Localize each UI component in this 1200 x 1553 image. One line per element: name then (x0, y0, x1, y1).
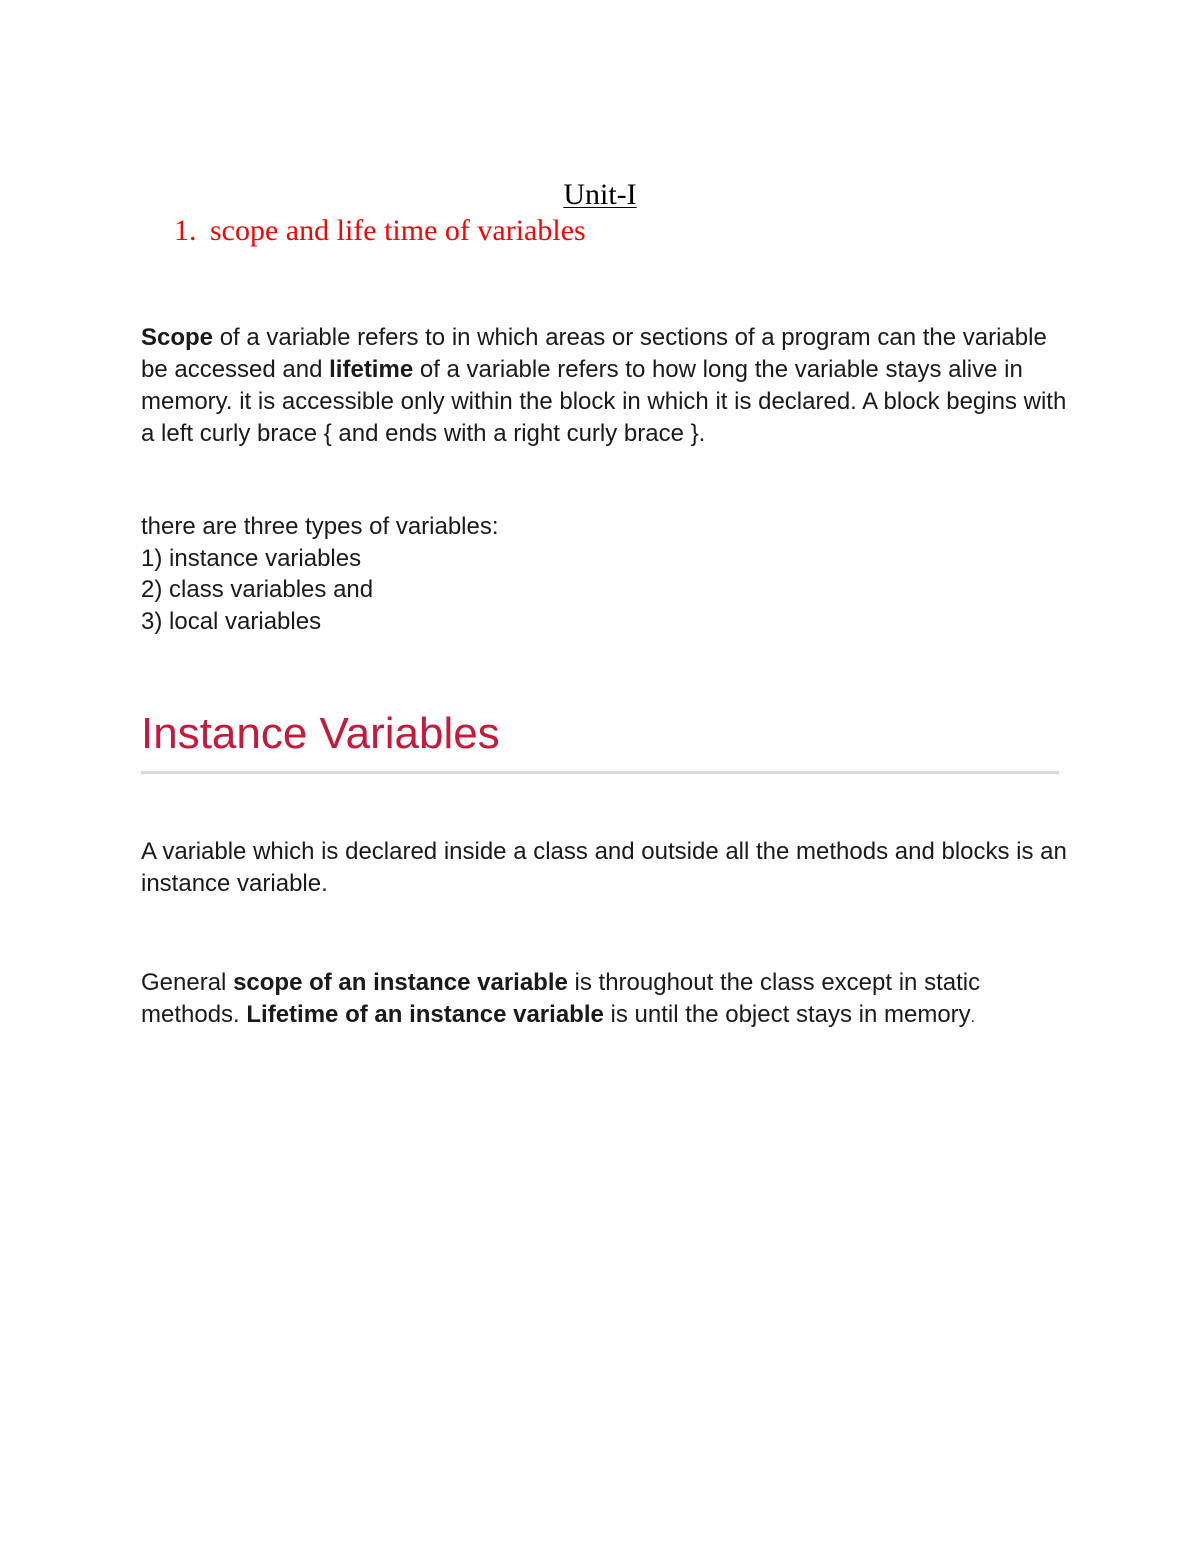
scope-text-2: is throughout the class except in static methods. (141, 969, 981, 1028)
scope-of-instance-term: scope of an instance variable (233, 969, 568, 996)
scope-text-1: General (141, 969, 234, 996)
intro-text-2: of a variable refers to how long the variable stays alive in memory. it is accessible only within the block in which it is declared. A block begins with a left curly brace { and ends with a right curly brace }. (141, 356, 1067, 447)
intro-text-1: of a variable refers to in which areas or sections of a program can the variable be accessed and (141, 324, 1047, 383)
types-intro: there are three types of variables: (141, 513, 499, 540)
lifetime-of-instance-term: Lifetime of an instance variable (246, 1001, 604, 1028)
lifetime-term: lifetime (329, 356, 414, 383)
heading-divider (141, 771, 1059, 774)
instance-variables-heading: Instance Variables (141, 709, 500, 758)
scope-text-3: is until the object stays in memory (603, 1001, 971, 1028)
section-heading (174, 214, 586, 248)
instance-scope-paragraph (141, 967, 1071, 1034)
end-period: . (970, 1009, 976, 1026)
scope-term: Scope (141, 324, 214, 351)
unit-title: Unit-I (563, 178, 637, 211)
section-number: 1. (174, 214, 197, 247)
variable-types-list (141, 511, 1071, 637)
list-item: 1) instance variables (141, 544, 362, 572)
section-title: scope and life time of variables (210, 214, 586, 247)
list-item: 3) local variables (141, 607, 322, 635)
instance-definition-paragraph: A variable which is declared inside a class and outside all the methods and blocks is an instance variable. (141, 838, 1067, 897)
intro-paragraph (141, 322, 1071, 450)
list-item: 2) class variables and (141, 576, 374, 603)
